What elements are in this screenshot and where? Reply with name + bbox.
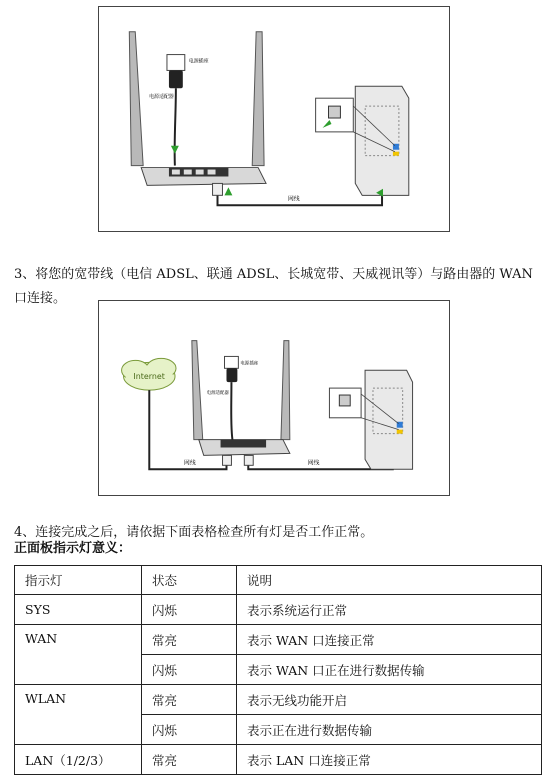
state-cell: 常亮 <box>142 685 237 715</box>
power-label-2: 电源适配器 <box>149 94 174 101</box>
state-cell: 常亮 <box>142 625 237 655</box>
light-sys: SYS <box>15 595 142 625</box>
cable-label-left: 网线 <box>183 459 196 467</box>
step-4-instruction: 4、连接完成之后，请依据下面表格检查所有灯是否工作正常。 <box>14 525 374 540</box>
header-description: 说明 <box>237 566 542 595</box>
description-cell: 表示系统运行正常 <box>237 595 542 625</box>
table-header-row <box>15 566 542 595</box>
power-label-1: 电源插座 <box>240 361 259 367</box>
table-row <box>15 595 542 625</box>
header-light: 指示灯 <box>15 566 142 595</box>
light-lan: LAN（1/2/3） <box>15 745 142 775</box>
left-antenna <box>129 32 143 166</box>
router-ports <box>221 440 267 448</box>
pc-tower <box>355 86 409 195</box>
description-cell: 表示 WAN 口连接正常 <box>237 625 542 655</box>
table-title: 正面板指示灯意义： <box>14 541 132 556</box>
table-row <box>15 685 542 715</box>
right-antenna <box>281 341 290 440</box>
state-cell: 闪烁 <box>142 655 237 685</box>
light-wan: WAN <box>15 625 142 685</box>
left-antenna <box>192 341 203 440</box>
power-socket <box>167 55 185 71</box>
step-3-instruction: 3、将您的宽带线（电信 ADSL、联通 ADSL、长城宽带、天威视讯等）与路由器的 WAN 口连接。 <box>14 267 533 306</box>
header-state: 状态 <box>142 566 237 595</box>
power-adapter <box>169 70 183 88</box>
power-label-1: 电源插座 <box>188 58 209 65</box>
description-cell: 表示正在进行数据传输 <box>237 715 542 745</box>
arrow-down-icon <box>171 146 179 154</box>
power-socket <box>225 356 239 368</box>
description-cell: 表示无线功能开启 <box>237 685 542 715</box>
state-cell: 闪烁 <box>142 595 237 625</box>
pc-tower <box>365 370 413 469</box>
router-pc-connection-figure <box>98 6 450 232</box>
state-cell: 常亮 <box>142 745 237 775</box>
power-label-2: 电源适配器 <box>206 391 229 397</box>
table-row <box>15 745 542 775</box>
table-row <box>15 625 542 655</box>
cable-label-right: 网线 <box>307 459 320 467</box>
right-antenna <box>252 32 264 166</box>
state-cell: 闪烁 <box>142 715 237 745</box>
cable-label: 网线 <box>287 195 300 203</box>
description-cell: 表示 WAN 口正在进行数据传输 <box>237 655 542 685</box>
internet-router-pc-figure <box>98 300 450 496</box>
internet-label: Internet <box>133 372 165 382</box>
router-pc-illustration <box>99 7 449 231</box>
arrow-up-icon <box>224 187 232 195</box>
light-wlan: WLAN <box>15 685 142 745</box>
indicator-light-table <box>14 565 542 775</box>
description-cell: 表示 LAN 口连接正常 <box>237 745 542 775</box>
internet-router-illustration <box>99 301 449 495</box>
power-adapter <box>226 368 237 382</box>
wan-cable <box>149 390 226 469</box>
